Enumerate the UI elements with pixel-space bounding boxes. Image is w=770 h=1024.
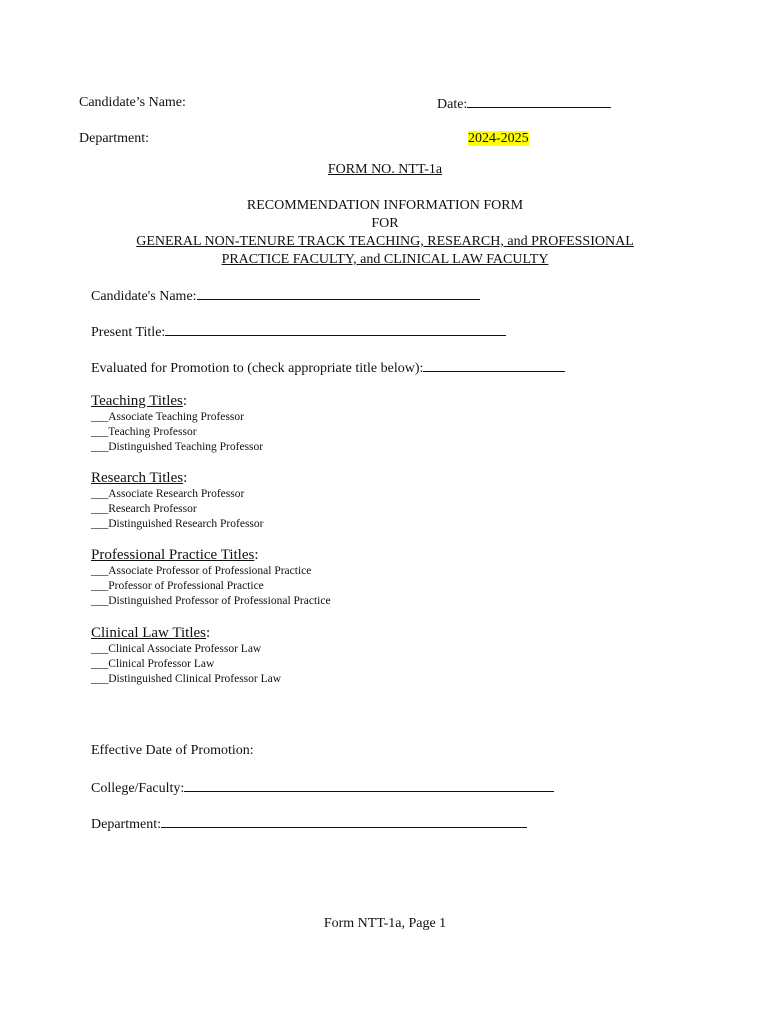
evaluated-for-label: Evaluated for Promotion to (check appropriate title below): xyxy=(91,361,424,376)
section-heading-suffix: : xyxy=(183,470,188,486)
section-heading xyxy=(91,470,263,487)
candidate-name-field[interactable] xyxy=(91,287,480,305)
option-associate-professor-professional-practice[interactable]: ___Associate Professor of Professional Practice xyxy=(91,565,312,577)
section-teaching xyxy=(91,393,263,455)
year-badge xyxy=(468,131,529,147)
option-associate-research-professor[interactable]: ___Associate Research Professor xyxy=(91,488,245,500)
section-professional-practice xyxy=(91,547,331,609)
evaluated-for-line xyxy=(423,359,565,372)
option-research-professor[interactable]: ___Research Professor xyxy=(91,503,197,515)
option-professor-professional-practice[interactable]: ___Professor of Professional Practice xyxy=(91,580,264,592)
option-distinguished-clinical-professor-law[interactable]: ___Distinguished Clinical Professor Law xyxy=(91,673,282,685)
section-heading-suffix: : xyxy=(254,547,259,563)
college-line xyxy=(184,779,554,792)
candidate-name-line xyxy=(197,287,480,300)
present-title-line xyxy=(165,323,506,336)
form-title-line-4 xyxy=(0,251,770,269)
form-title-line-3 xyxy=(0,233,770,251)
department-field[interactable] xyxy=(91,815,527,833)
date-field[interactable] xyxy=(437,95,611,113)
college-field[interactable] xyxy=(91,779,554,797)
section-clinical-law xyxy=(91,625,281,687)
option-teaching-professor[interactable]: ___Teaching Professor xyxy=(91,426,197,438)
section-heading-text: Clinical Law Titles xyxy=(91,625,207,641)
department-header-label: Department: xyxy=(79,131,149,146)
section-heading xyxy=(91,547,331,564)
candidate-name-label: Candidate's Name: xyxy=(91,289,197,304)
page-footer: Form NTT-1a, Page 1 xyxy=(323,916,447,931)
department-line xyxy=(161,815,527,828)
option-distinguished-professor-professional-practice[interactable]: ___Distinguished Professor of Professional Practice xyxy=(91,595,331,607)
form-title-line-1: RECOMMENDATION INFORMATION FORM xyxy=(246,198,524,213)
section-research xyxy=(91,470,263,532)
section-heading xyxy=(91,393,263,410)
college-label: College/Faculty: xyxy=(91,781,185,796)
date-line xyxy=(467,95,611,108)
form-number xyxy=(0,161,770,179)
form-title-line-3-text: GENERAL NON-TENURE TRACK TEACHING, RESEARCH, and PROFESSIONAL xyxy=(136,234,634,249)
section-heading xyxy=(91,625,281,642)
section-heading-suffix: : xyxy=(182,393,188,409)
date-label: Date: xyxy=(437,97,468,112)
candidate-name-header-label: Candidate’s Name: xyxy=(79,95,186,110)
year-text: 2024-2025 xyxy=(468,131,529,146)
section-heading-text: Teaching Titles xyxy=(91,393,183,409)
option-clinical-professor-law[interactable]: ___Clinical Professor Law xyxy=(91,658,215,670)
option-distinguished-research-professor[interactable]: ___Distinguished Research Professor xyxy=(91,518,264,530)
section-heading-suffix: : xyxy=(206,625,211,641)
option-clinical-associate-professor-law[interactable]: ___Clinical Associate Professor Law xyxy=(91,643,262,655)
form-title-line-4-text: PRACTICE FACULTY, and CLINICAL LAW FACULTY xyxy=(221,252,549,267)
form-title-line-2: FOR xyxy=(371,216,399,231)
option-distinguished-teaching-professor[interactable]: ___Distinguished Teaching Professor xyxy=(91,441,264,453)
department-label: Department: xyxy=(91,817,161,832)
option-associate-teaching-professor[interactable]: ___Associate Teaching Professor xyxy=(91,411,244,423)
form-number-text: FORM NO. NTT-1a xyxy=(327,162,443,177)
effective-date-field[interactable]: Effective Date of Promotion: xyxy=(91,743,254,758)
present-title-field[interactable] xyxy=(91,323,506,341)
section-heading-text: Research Titles xyxy=(91,470,184,486)
evaluated-for-field[interactable] xyxy=(91,359,565,377)
section-heading-text: Professional Practice Titles xyxy=(91,547,255,563)
present-title-label: Present Title: xyxy=(91,325,166,340)
